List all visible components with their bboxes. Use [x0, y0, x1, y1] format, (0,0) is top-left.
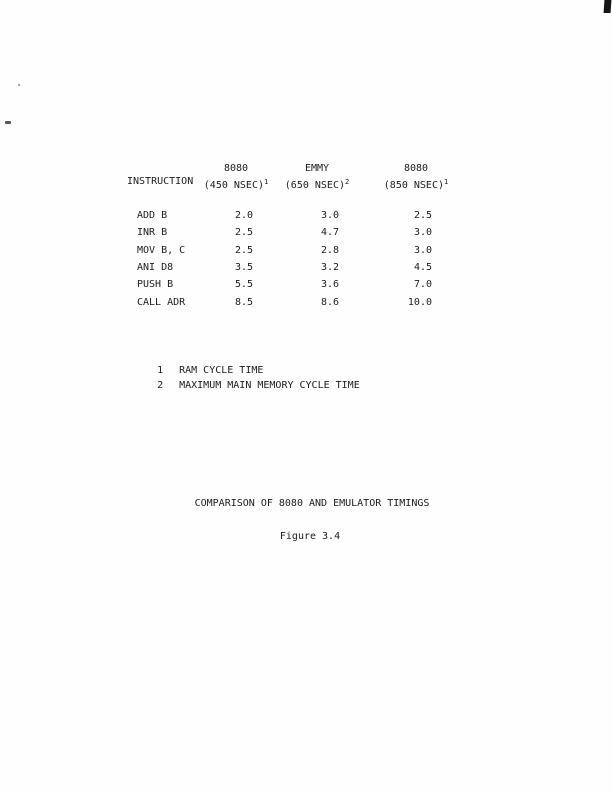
value-cell: 2.0 [234, 210, 253, 221]
instruction-cell: INR B [137, 227, 168, 238]
column-spec: (850 NSEC)$^1$ [383, 178, 449, 191]
table-row [0, 279, 612, 291]
value-cell: 2.5 [234, 227, 253, 238]
footnote-1 [133, 353, 264, 376]
instruction-cell: PUSH B [137, 279, 174, 290]
value-cell: 4.5 [413, 262, 432, 273]
value-cell: 3.6 [320, 279, 339, 290]
value-cell: 3.2 [320, 262, 339, 273]
value-cell: 8.6 [320, 297, 339, 308]
table-row [0, 297, 612, 309]
footnote-ref: 1 [264, 178, 269, 186]
instruction-column-header: INSTRUCTION [127, 176, 194, 187]
scan-edge-speck [5, 121, 11, 124]
footnote-marker: 2 [157, 380, 164, 391]
footnote-2 [133, 368, 360, 391]
table-row [0, 210, 612, 222]
instruction-cell: ANI D8 [137, 262, 174, 273]
value-cell: 8.5 [234, 297, 253, 308]
column-spec: (450 NSEC)$^1$ [203, 178, 269, 191]
value-cell: 2.5 [413, 210, 432, 221]
scan-corner-artifact [604, 0, 612, 13]
value-cell: 2.8 [320, 245, 339, 256]
footnote-text: MAXIMUM MAIN MEMORY CYCLE TIME [179, 380, 360, 391]
value-cell: 10.0 [407, 297, 432, 308]
value-cell: 3.0 [320, 210, 339, 221]
column-spec: (650 NSEC)$^2$ [284, 178, 350, 191]
value-cell: 3.0 [413, 227, 432, 238]
column-header-8080-450 [196, 163, 276, 192]
table-row [0, 227, 612, 239]
footnote-ref: 1 [444, 178, 449, 186]
footnote-ref: 2 [345, 178, 350, 186]
instruction-cell: MOV B, C [137, 245, 186, 256]
column-header-emmy-650 [277, 163, 357, 192]
column-name: 8080 [403, 163, 429, 174]
value-cell: 5.5 [234, 279, 253, 290]
footnote-marker: 1 [157, 365, 164, 376]
scan-edge-dot [18, 84, 20, 86]
value-cell: 3.0 [413, 245, 432, 256]
footnote-text: RAM CYCLE TIME [179, 365, 264, 376]
value-cell: 3.5 [234, 262, 253, 273]
column-name: EMMY [304, 163, 330, 174]
instruction-cell: CALL ADR [137, 297, 186, 308]
value-cell: 7.0 [413, 279, 432, 290]
value-cell: 2.5 [234, 245, 253, 256]
column-header-8080-850 [376, 163, 456, 192]
value-cell: 4.7 [320, 227, 339, 238]
column-name: 8080 [223, 163, 249, 174]
figure-caption: COMPARISON OF 8080 AND EMULATOR TIMINGS [194, 498, 430, 509]
instruction-cell: ADD B [137, 210, 168, 221]
table-row [0, 245, 612, 257]
figure-label: Figure 3.4 [279, 531, 341, 542]
table-row [0, 262, 612, 274]
